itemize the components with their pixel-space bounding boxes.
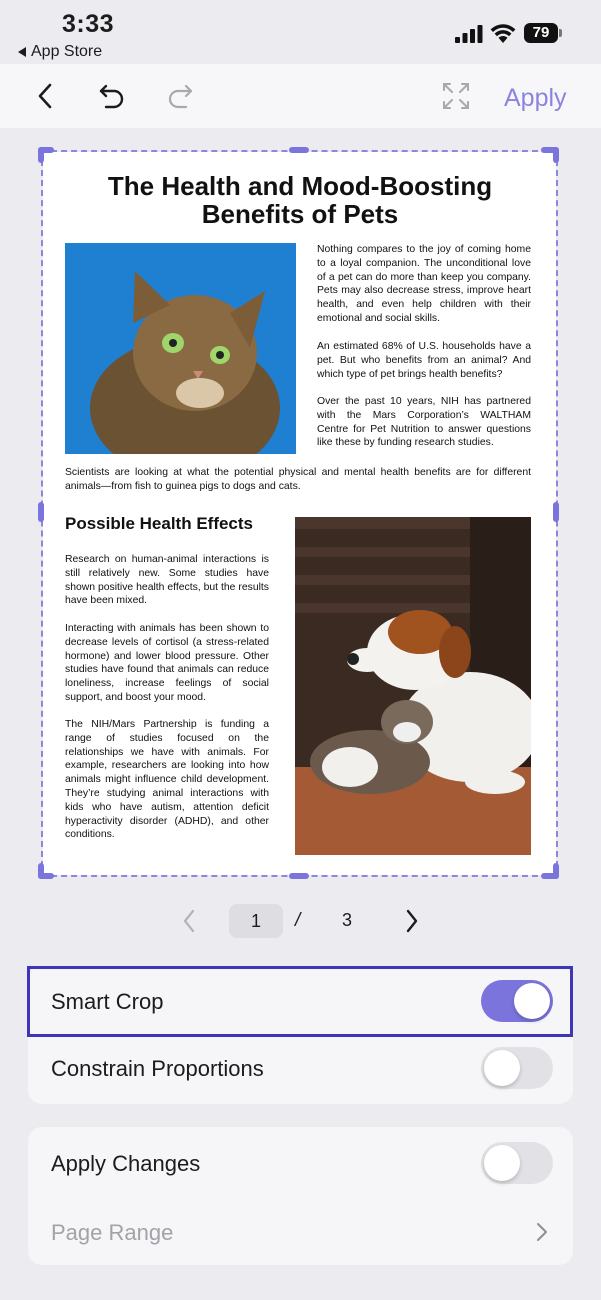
total-pages: 3 [342,910,353,930]
crop-handle-bottom[interactable] [289,873,309,879]
intro-paragraph-3: Over the past 10 years, NIH has partnered with the Mars Corporation’s WALTHAM Centre for Pet Nutrition to answer questions like these by funding research studies. [317,396,531,449]
intro-paragraph-1: Nothing compares to the joy of coming home to a loyal companion. The unconditional love of a pet can do more than keep you company. Pets may also decrease stress, improve heart health, and even help children with their emotional and social skills. [317,244,531,324]
section-paragraph-2: Interacting with animals has been shown to decrease levels of cortisol (a stress-related hormone) and lower blood pressure. Other studies have found that animals can reduce loneliness, increase feelings of social support, and boost your mood. [65,623,269,703]
crop-handle-bottom-right-vertical[interactable] [553,863,559,879]
redo-icon [166,83,194,109]
battery-indicator [524,23,564,43]
apply-changes-label: Apply Changes [51,1151,201,1176]
apply-changes-toggle[interactable] [481,1142,553,1184]
crop-handle-top[interactable] [289,147,309,153]
crop-handle-right[interactable] [553,502,559,522]
smart-crop-highlight [27,966,573,1037]
cellular-signal-icon [455,25,483,43]
crop-handle-bottom-left-vertical[interactable] [38,863,44,879]
document-title: The Health and Mood-Boosting Benefits of Pets [107,171,493,229]
back-triangle-icon [18,47,26,57]
toggle-knob [484,1145,520,1181]
back-to-app-link[interactable] [18,43,102,61]
current-page-field[interactable]: 1 [229,904,283,938]
section-heading: Possible Health Effects [65,514,254,533]
crop-handle-top-right-vertical[interactable] [553,147,559,163]
section-paragraph-1: Research on human-animal interactions is still relatively new. Some studies have shown positive health effects, but the results have been mixed. [65,554,269,607]
apply-button[interactable]: Apply [504,84,567,112]
fit-page-icon [440,80,472,112]
constrain-proportions-label: Constrain Proportions [51,1056,264,1081]
wifi-icon [490,22,516,43]
previous-page-button[interactable] [180,906,200,936]
back-button[interactable] [28,78,62,114]
crop-handle-left[interactable] [38,502,44,522]
crop-handle-top-left-vertical[interactable] [38,147,44,163]
section-paragraph-3: The NIH/Mars Partnership is funding a range of studies focused on the relationships we have with animals. For example, researchers are looking into how animals might influence child development. They’re studying animal interactions with kids who have autism, attention deficit hyperactivity disorder (ADHD), and other conditions. [65,719,269,841]
chevron-left-icon [36,82,54,110]
toggle-knob [484,1050,520,1086]
chevron-right-icon [535,1221,549,1243]
redo-button[interactable] [162,80,198,112]
status-time: 3:33 [62,10,115,38]
page-separator: / [295,910,301,931]
undo-icon [98,83,126,109]
fit-page-button[interactable] [438,78,474,114]
constrain-proportions-toggle[interactable] [481,1047,553,1089]
page-range-label: Page Range [51,1220,174,1245]
battery-level: 79 [532,24,550,41]
cat-photo [65,243,296,454]
page-preview [43,152,556,875]
back-app-label: App Store [31,43,103,60]
full-width-paragraph: Scientists are looking at what the potential physical and mental health benefits are for different animals—from fish to guinea pigs to dogs and cats. [65,467,531,492]
crop-toolbar [0,64,601,128]
undo-button[interactable] [94,80,130,112]
page-range-row[interactable] [28,1199,573,1265]
intro-paragraph-2: An estimated 68% of U.S. households have a pet. But who benefits from an animal? And which type of pet brings health benefits? [317,341,531,380]
smart-crop-label: Smart Crop [51,989,164,1014]
next-page-button[interactable] [401,906,421,936]
dog-and-cat-photo [295,517,531,855]
